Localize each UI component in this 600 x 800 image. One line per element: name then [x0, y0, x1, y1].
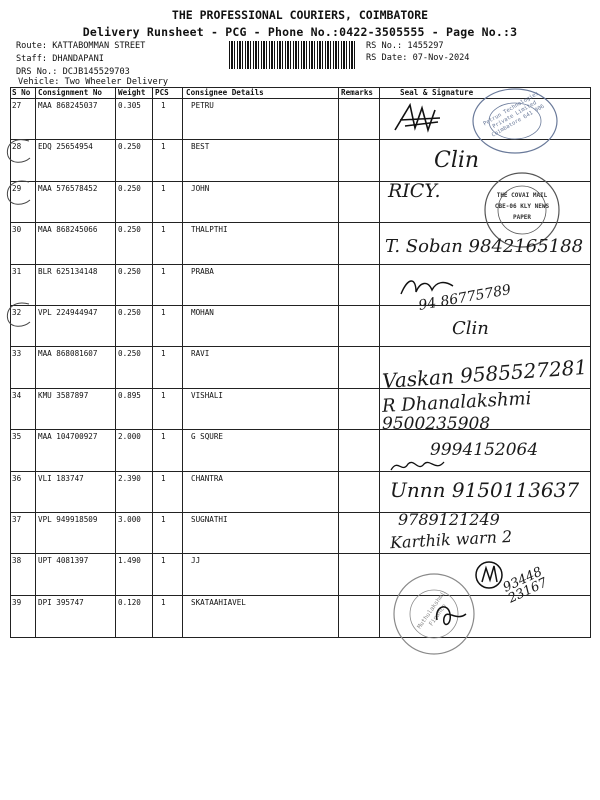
cell-consignment: VPL 224944947	[38, 308, 98, 317]
cell-consignee: SKATAAHIAVEL	[191, 597, 246, 607]
handwriting-row37-phone: 9789121249	[398, 510, 500, 529]
handwriting-row36: Unnn 9150113637	[390, 478, 580, 502]
cell-weight: 0.250	[118, 183, 141, 193]
cell-sno: 33	[12, 349, 22, 359]
row-divider	[10, 595, 591, 596]
drs-label: DRS No.: DCJB145529703	[16, 67, 130, 77]
cell-weight: 1.490	[118, 556, 141, 566]
cell-pcs: 1	[161, 225, 166, 235]
col-header-pcs: PCS	[155, 88, 169, 97]
row-circle-28	[3, 136, 33, 166]
cell-consignment: DPI 395747	[38, 597, 84, 607]
cell-sno: 35	[12, 432, 22, 442]
cell-pcs: 1	[161, 556, 166, 566]
cell-weight: 2.000	[118, 432, 141, 442]
cell-weight: 0.250	[118, 225, 141, 235]
col-header-signature: Seal & Signature	[400, 88, 474, 97]
cell-consignee: PRABA	[191, 266, 214, 276]
cell-consignee: JJ	[191, 556, 201, 566]
cell-consignment: MAA 868245066	[38, 225, 98, 235]
row-divider	[10, 429, 591, 430]
cell-sno: 32	[12, 308, 22, 317]
doc-subtitle: Delivery Runsheet - PCG - Phone No.:0422-3505555 - Page No.:3	[82, 25, 518, 39]
cell-weight: 0.250	[118, 142, 141, 152]
row-divider	[10, 471, 591, 472]
cell-pcs: 1	[161, 183, 166, 193]
col-header-sno: S No	[12, 88, 31, 97]
cell-weight: 0.305	[118, 101, 141, 110]
cell-pcs: 1	[161, 432, 166, 442]
signature-scribble-35	[388, 456, 448, 476]
cell-consignment: MAA 868081607	[38, 349, 98, 359]
cell-consignee: G SQURE	[191, 432, 224, 442]
cell-sno: 27	[12, 101, 22, 110]
doc-title: THE PROFESSIONAL COURIERS, COIMBATORE	[171, 8, 429, 22]
row-divider	[10, 553, 591, 554]
cell-consignee: MOHAN	[191, 308, 214, 317]
signature-scribble-38	[472, 558, 506, 592]
cell-sno: 39	[12, 597, 22, 607]
handwriting-row34-name: R Dhanalakshmi	[381, 388, 532, 417]
cell-sno: 28	[12, 142, 22, 152]
handwriting-row28: Clin	[434, 148, 480, 173]
row-divider	[10, 512, 591, 513]
cell-sno: 37	[12, 515, 22, 524]
finance-seal-text: Muthulakshmi Finance	[416, 590, 448, 631]
handwriting-row29: RICY.	[388, 180, 441, 202]
handwriting-row37-name: Karthik warn 2	[389, 526, 513, 553]
col-header-remarks: Remarks	[341, 88, 374, 97]
rs-no-label: RS No.: 1455297	[366, 41, 444, 51]
cell-consignment: MAA 576578452	[38, 183, 98, 193]
row-divider	[10, 264, 591, 265]
handwriting-row38: 93448 23167	[500, 564, 550, 607]
row-divider	[10, 346, 591, 347]
handwriting-row33: Vaskan 9585527281	[381, 354, 588, 394]
col-header-weight: Weight	[118, 88, 146, 97]
signature-scribble-27	[390, 100, 450, 140]
cell-consignment: VLI 183747	[38, 473, 84, 483]
cell-consignment: VPL 949918509	[38, 515, 98, 524]
cell-pcs: 1	[161, 390, 166, 400]
cell-consignee: PETRU	[191, 101, 214, 110]
cell-consignment: BLR 625134148	[38, 266, 98, 276]
cell-consignee: SUGNATHI	[191, 515, 228, 524]
cell-consignment: MAA 104700927	[38, 432, 98, 442]
cell-weight: 0.895	[118, 390, 141, 400]
cell-consignment: EDQ 25654954	[38, 142, 93, 152]
cell-weight: 2.390	[118, 473, 141, 483]
company-seal-text: Petrun Technologies Private Limited Coimbatore 641 006	[482, 90, 546, 139]
cell-consignment: UPT 4081397	[38, 556, 89, 566]
col-header-consignee: Consignee Details	[186, 88, 264, 97]
handwriting-row34-phone: 9500235908	[382, 414, 491, 434]
cell-weight: 0.250	[118, 349, 141, 359]
cell-consignee: RAVI	[191, 349, 210, 359]
cell-pcs: 1	[161, 597, 166, 607]
newspaper-seal-text: THE COVAI MAIL CBE-06 KLY NEWS PAPER	[494, 192, 550, 221]
handwriting-row32: Clin	[452, 318, 489, 339]
row-circle-32	[3, 300, 33, 330]
row-circle-29	[3, 178, 33, 208]
cell-weight: 0.250	[118, 266, 141, 276]
cell-pcs: 1	[161, 101, 166, 110]
barcode	[229, 41, 357, 69]
vehicle-label: Vehicle: Two Wheeler Delivery	[18, 77, 169, 87]
cell-pcs: 1	[161, 142, 166, 152]
cell-consignee: JOHN	[191, 183, 210, 193]
cell-pcs: 1	[161, 515, 166, 524]
cell-weight: 0.250	[118, 308, 141, 317]
rs-date-label: RS Date: 07-Nov-2024	[366, 53, 470, 63]
cell-sno: 30	[12, 225, 22, 235]
cell-pcs: 1	[161, 266, 166, 276]
cell-sno: 31	[12, 266, 22, 276]
cell-sno: 38	[12, 556, 22, 566]
cell-weight: 3.000	[118, 515, 141, 524]
handwriting-row31: 94 86775789	[417, 282, 513, 314]
handwriting-row35: 9994152064	[430, 440, 539, 460]
staff-label: Staff: DHANDAPANI	[16, 54, 104, 64]
route-label: Route: KATTABOMMAN STREET	[16, 41, 146, 51]
signature-scribble-39	[432, 600, 472, 630]
cell-pcs: 1	[161, 308, 166, 317]
cell-pcs: 1	[161, 473, 166, 483]
cell-consignee: CHANTRA	[191, 473, 224, 483]
cell-sno: 34	[12, 390, 22, 400]
cell-consignee: THALPTHI	[191, 225, 228, 235]
cell-weight: 0.120	[118, 597, 141, 607]
cell-pcs: 1	[161, 349, 166, 359]
handwriting-row30: T. Soban 9842165188	[385, 236, 584, 257]
cell-consignment: KMU 3587897	[38, 390, 89, 400]
row-divider	[10, 305, 591, 306]
cell-sno: 36	[12, 473, 22, 483]
cell-consignment: MAA 868245037	[38, 101, 98, 110]
cell-sno: 29	[12, 183, 22, 193]
cell-consignee: BEST	[191, 142, 210, 152]
cell-consignee: VISHALI	[191, 390, 224, 400]
col-header-consignment: Consignment No	[38, 88, 103, 97]
